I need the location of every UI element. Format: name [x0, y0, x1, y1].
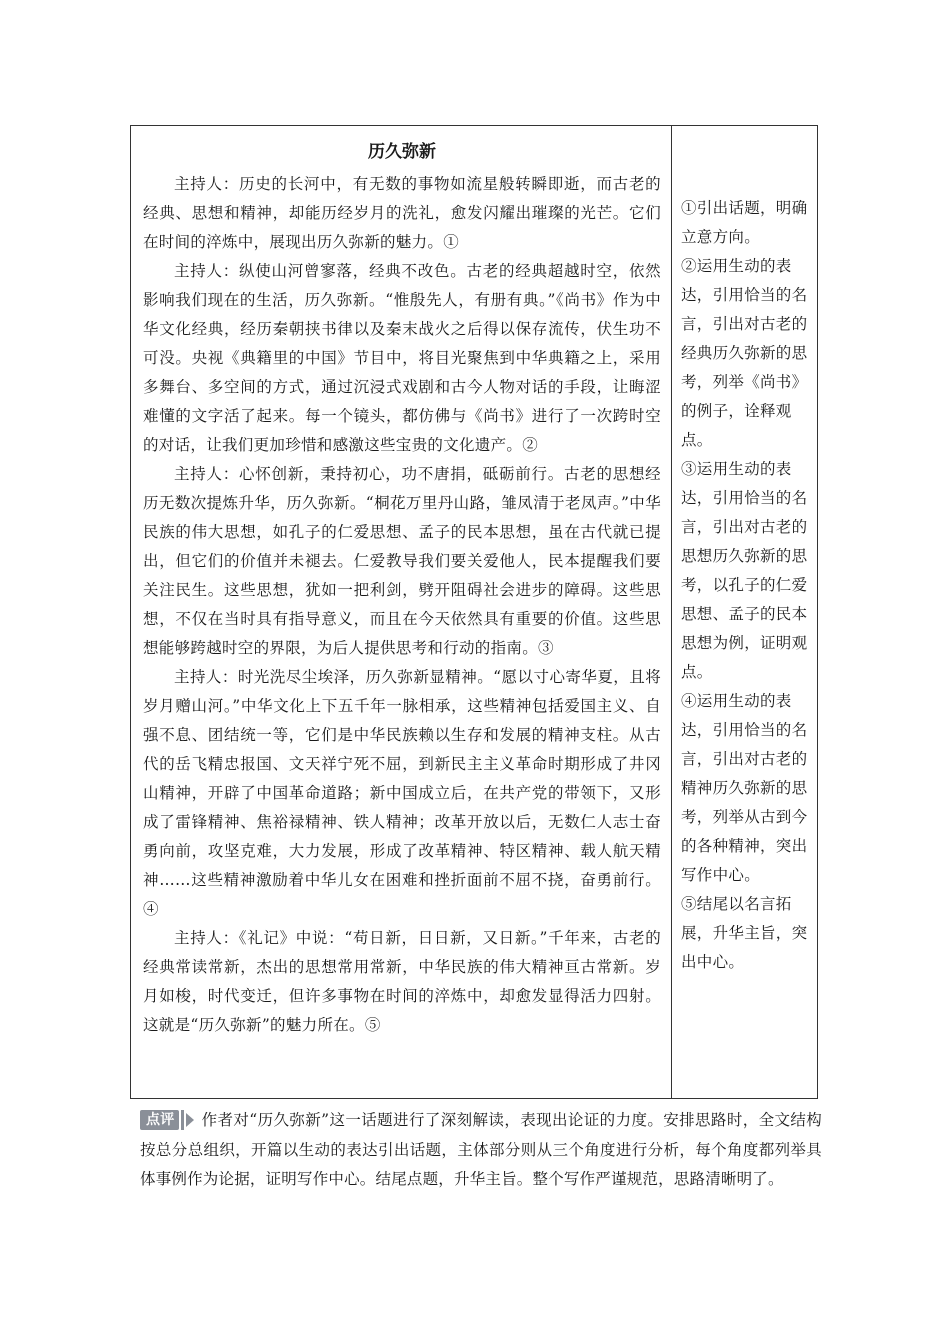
triangle-arrow-icon [181, 1110, 195, 1130]
annotation-5: ⑤结尾以名言拓展，升华主旨，突出中心。 [681, 895, 808, 971]
essay-paragraph-5: 主持人：《礼记》中说：“苟日新，日日新，又日新。”千年来，古老的经典常读常新，杰出的思想常用常新，中华民族的伟大精神亘古常新。岁月如梭，时代变迁，但许多事物在时间的淬炼中，却愈发显得活力四射。这就是“历久弥新”的魅力所在。⑤ [143, 929, 661, 1034]
essay-paragraph-3: 主持人：心怀创新，秉持初心，功不唐捐，砥砺前行。古老的思想经历无数次提炼升华，历久弥新。“桐花万里丹山路，雏凤清于老凤声。”中华民族的伟大思想，如孔子的仁爱思想、孟子的民本思想，虽在古代就已提出，但它们的价值并未褪去。仁爱教导我们要关爱他人，民本提醒我们要关注民生。这些思想，犹如一把利剑，劈开阻碍社会进步的障碍。这些思想，不仅在当时具有指导意义，而且在今天依然具有重要的价值。这些思想能够跨越时空的界限，为后人提供思考和行动的指南。③ [143, 465, 661, 657]
review-badge-label: 点评 [146, 1112, 175, 1128]
essay-column [143, 140, 661, 1040]
essay-paragraph-4: 主持人：时光洗尽尘埃泽，历久弥新显精神。“愿以寸心寄华夏，且将岁月赠山河。”中华文化上下五千年一脉相承，这些精神包括爱国主义、自强不息、团结统一等，它们是中华民族赖以生存和发展的精神支柱。从古代的岳飞精忠报国、文天祥宁死不屈，到新民主主义革命时期形成了井冈山精神，开辟了中国革命道路；新中国成立后，在共产党的带领下，又形成了雷锋精神、焦裕禄精神、铁人精神；改革开放以后，无数仁人志士奋勇向前，攻坚克难，大力发展，形成了改革精神、特区精神、载人航天精神……这些精神激励着中华儿女在困难和挫折面前不屈不挠，奋勇前行。④ [143, 668, 661, 918]
essay-paragraph-1: 主持人：历史的长河中，有无数的事物如流星般转瞬即逝，而古老的经典、思想和精神，却能历经岁月的洗礼，愈发闪耀出璀璨的光芒。它们在时间的淬炼中，展现出历久弥新的魅力。① [143, 175, 661, 251]
essay-paragraph-2: 主持人：纵使山河曾寥落，经典不改色。古老的经典超越时空，依然影响我们现在的生活，历久弥新。“惟殷先人，有册有典。”《尚书》作为中华文化经典，经历秦朝挟书律以及秦末战火之后得以保存流传，伏生功不可没。央视《典籍里的中国》节目中，将目光聚焦到中华典籍之上，采用多舞台、多空间的方式，通过沉浸式戏剧和古今人物对话的手段，让晦涩难懂的文字活了起来。每一个镜头，都仿佛与《尚书》进行了一次跨时空的对话，让我们更加珍惜和感激这些宝贵的文化遗产。② [143, 262, 661, 454]
review-section [140, 1106, 822, 1195]
annotation-2: ②运用生动的表达，引用恰当的名言，引出对古老的经典历久弥新的思考，列举《尚书》的例子，诠释观点。 [681, 257, 808, 449]
essay-table [130, 125, 818, 1099]
annotation-column [681, 194, 809, 977]
review-text: 作者对“历久弥新”这一话题进行了深刻解读，表现出论证的力度。安排思路时，全文结构按总分总组织，开篇以生动的表达引出话题，主体部分则从三个角度进行分析，每个角度都列举具体事例作为论据，证明写作中心。结尾点题，升华主旨。整个写作严谨规范，思路清晰明了。 [140, 1111, 822, 1188]
annotation-1: ①引出话题，明确立意方向。 [681, 199, 808, 246]
annotation-3: ③运用生动的表达，引用恰当的名言，引出对古老的思想历久弥新的思考，以孔子的仁爱思想、孟子的民本思想为例，证明观点。 [681, 460, 808, 681]
column-divider [671, 126, 672, 1098]
review-badge [140, 1110, 179, 1130]
annotation-4: ④运用生动的表达，引用恰当的名言，引出对古老的精神历久弥新的思考，列举从古到今的各种精神，突出写作中心。 [681, 692, 808, 884]
essay-title: 历久弥新 [368, 142, 436, 162]
